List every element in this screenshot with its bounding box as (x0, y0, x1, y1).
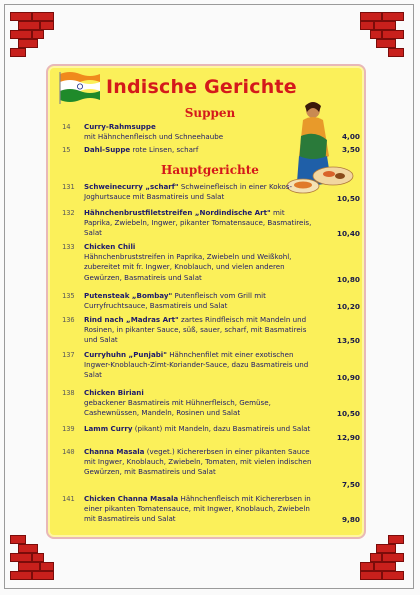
item-price: 12,90 (336, 433, 360, 442)
item-number: 131 (62, 183, 75, 191)
brick-corner-bottom-left (10, 535, 60, 579)
item-desc: rote Linsen, scharf (132, 145, 199, 154)
item-desc: (veget.) Kichererbsen in einer pikanten Sauce mit Ingwer, Knoblauch, Zwiebeln, Tomaten, mit vielen indischen Gewürzen, mit Basmatireis und Salat (84, 447, 312, 477)
item-desc: Hähnchenfilet mit einer exotischen Ingwer-Knoblauch-Zimt-Koriander-Sauce, dazu Basmatireis und Salat (84, 350, 309, 380)
item-price: 10,50 (336, 409, 360, 418)
item-number: 15 (62, 146, 71, 154)
item-desc: mit Paprika, Zwiebeln, Ingwer, pikanter Tomatensauce, Basmatireis, Salat (84, 208, 312, 238)
item-desc: gebackener Basmatireis mit Hühnerfleisch, Gemüse, Cashewnüssen, Mandeln, Rosinen und Salat (84, 398, 271, 418)
item-name: Schweinecurry „scharf" (84, 182, 179, 191)
brick-corner-top-left (10, 12, 60, 56)
item-number: 136 (62, 316, 75, 324)
brick-corner-bottom-right (360, 535, 410, 579)
item-name: Curryhuhn „Punjabi" (84, 350, 167, 359)
item-price: 4,00 (341, 132, 360, 141)
item-name: Rind nach „Madras Art" (84, 315, 179, 324)
item-number: 140 (62, 448, 75, 456)
item-number: 132 (62, 209, 75, 217)
item-desc: Schweinefleisch in einer Kokos-Joghurtsauce mit Basmatireis und Salat (84, 182, 293, 202)
item-name: Chicken Biriani (84, 388, 144, 397)
item-number: 141 (62, 495, 75, 503)
item-desc: zartes Rindfleisch mit Mandeln und Rosinen, in pikanter Sauce, süß, sauer, scharf, mit Basmatireis und Salat (84, 315, 307, 345)
item-price: 10,50 (336, 194, 360, 203)
item-number: 139 (62, 425, 75, 433)
item-number: 137 (62, 351, 75, 359)
item-desc: Hähnchenbruststreifen in Paprika, Zwiebeln und Weißkohl, zubereitet mit fr. Ingwer, Knoblauch, und vielen anderen Gewürzen, Basmatireis und Salat (84, 252, 292, 282)
item-desc: (pikant) mit Mandeln, dazu Basmatireis und Salat (134, 424, 311, 433)
item-number: 138 (62, 389, 75, 397)
item-name: Channa Masala (84, 447, 145, 456)
menu-item (62, 122, 360, 144)
item-name: Chicken Channa Masala (84, 494, 179, 503)
item-name: Curry-Rahmsuppe (84, 122, 156, 131)
item-name: Lamm Curry (84, 424, 133, 433)
item-number: 133 (62, 243, 75, 251)
item-desc: Hähnchenfleisch mit Kichererbsen in einer pikanten Tomatensauce, mit Ingwer, Knoblauch, Zwiebeln mit Basmatireis und Salat (84, 494, 311, 524)
menu-title: Indische Gerichte (106, 76, 297, 98)
item-price: 10,40 (336, 229, 360, 238)
menu-item (62, 145, 360, 157)
item-name: Putensteak „Bombay" (84, 291, 173, 300)
item-name: Chicken Chili (84, 242, 136, 251)
section-heading-hauptgerichte: Hauptgerichte (161, 163, 259, 177)
item-number: 135 (62, 292, 75, 300)
brick-corner-top-right (360, 12, 410, 56)
item-desc: mit Hähnchenfleisch und Schneehaube (84, 132, 224, 142)
item-price: 10,90 (336, 373, 360, 382)
item-desc: Putenfleisch vom Grill mit Curryfruchtsauce, Basmatireis und Salat (84, 291, 266, 311)
item-price: 10,20 (336, 302, 360, 311)
india-flag-icon (58, 70, 102, 104)
item-price: 7,50 (341, 480, 360, 489)
item-price: 3,50 (341, 145, 360, 154)
item-number: 14 (62, 123, 71, 131)
section-heading-suppen: Suppen (184, 106, 236, 120)
item-price: 10,80 (336, 275, 360, 284)
item-price: 9,80 (341, 515, 360, 524)
item-name: Dahl-Suppe (84, 145, 131, 154)
item-price: 13,50 (336, 336, 360, 345)
item-name: Hähnchenbrustfiletstreifen „Nordindische Art" (84, 208, 271, 217)
